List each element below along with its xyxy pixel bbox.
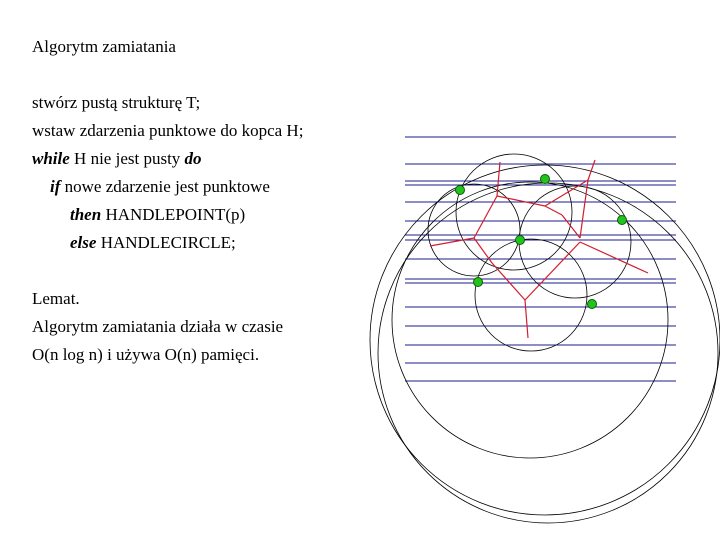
page-title: Algorytm zamiatania	[32, 37, 176, 56]
voronoi-edge	[497, 196, 545, 206]
large-circle	[392, 182, 668, 458]
keyword-if: if	[50, 177, 61, 196]
algorithm-line-create: stwórz pustą strukturę T;	[32, 93, 201, 112]
lemma-line-2: O(n log n) i używa O(n) pamięci.	[32, 345, 260, 364]
site-points	[456, 175, 627, 309]
voronoi-edge	[580, 242, 648, 273]
site-point	[541, 175, 550, 184]
large-circle	[378, 183, 718, 523]
site-point	[456, 186, 465, 195]
lemma-heading: Lemat.	[32, 289, 80, 308]
keyword-do: do	[184, 149, 202, 168]
algorithm-line-insert: wstaw zdarzenia punktowe do kopca H;	[32, 121, 304, 140]
else-action: HANDLECIRCLE;	[96, 233, 236, 252]
if-condition: nowe zdarzenie jest punktowe	[60, 177, 270, 196]
lemma-line-1: Algorytm zamiatania działa w czasie	[32, 317, 284, 336]
voronoi-edge	[525, 300, 528, 338]
keyword-then: then	[70, 205, 102, 224]
voronoi-edge	[492, 263, 525, 300]
then-action: HANDLEPOINT(p)	[101, 205, 246, 224]
site-point	[474, 278, 483, 287]
voronoi-edge	[430, 238, 474, 246]
while-condition: H nie jest pusty	[69, 149, 185, 168]
keyword-while: while	[32, 149, 70, 168]
voronoi-edge	[580, 180, 588, 238]
medium-circle	[475, 239, 587, 351]
voronoi-edge	[525, 242, 580, 300]
voronoi-edge	[588, 160, 595, 180]
site-point	[516, 236, 525, 245]
large-circle	[370, 165, 720, 515]
medium-circle	[519, 186, 631, 298]
site-point	[588, 300, 597, 309]
empty-circles	[370, 154, 720, 523]
keyword-else: else	[70, 233, 97, 252]
voronoi-edge	[545, 206, 562, 215]
sweep-lines	[405, 137, 676, 381]
site-point	[618, 216, 627, 225]
